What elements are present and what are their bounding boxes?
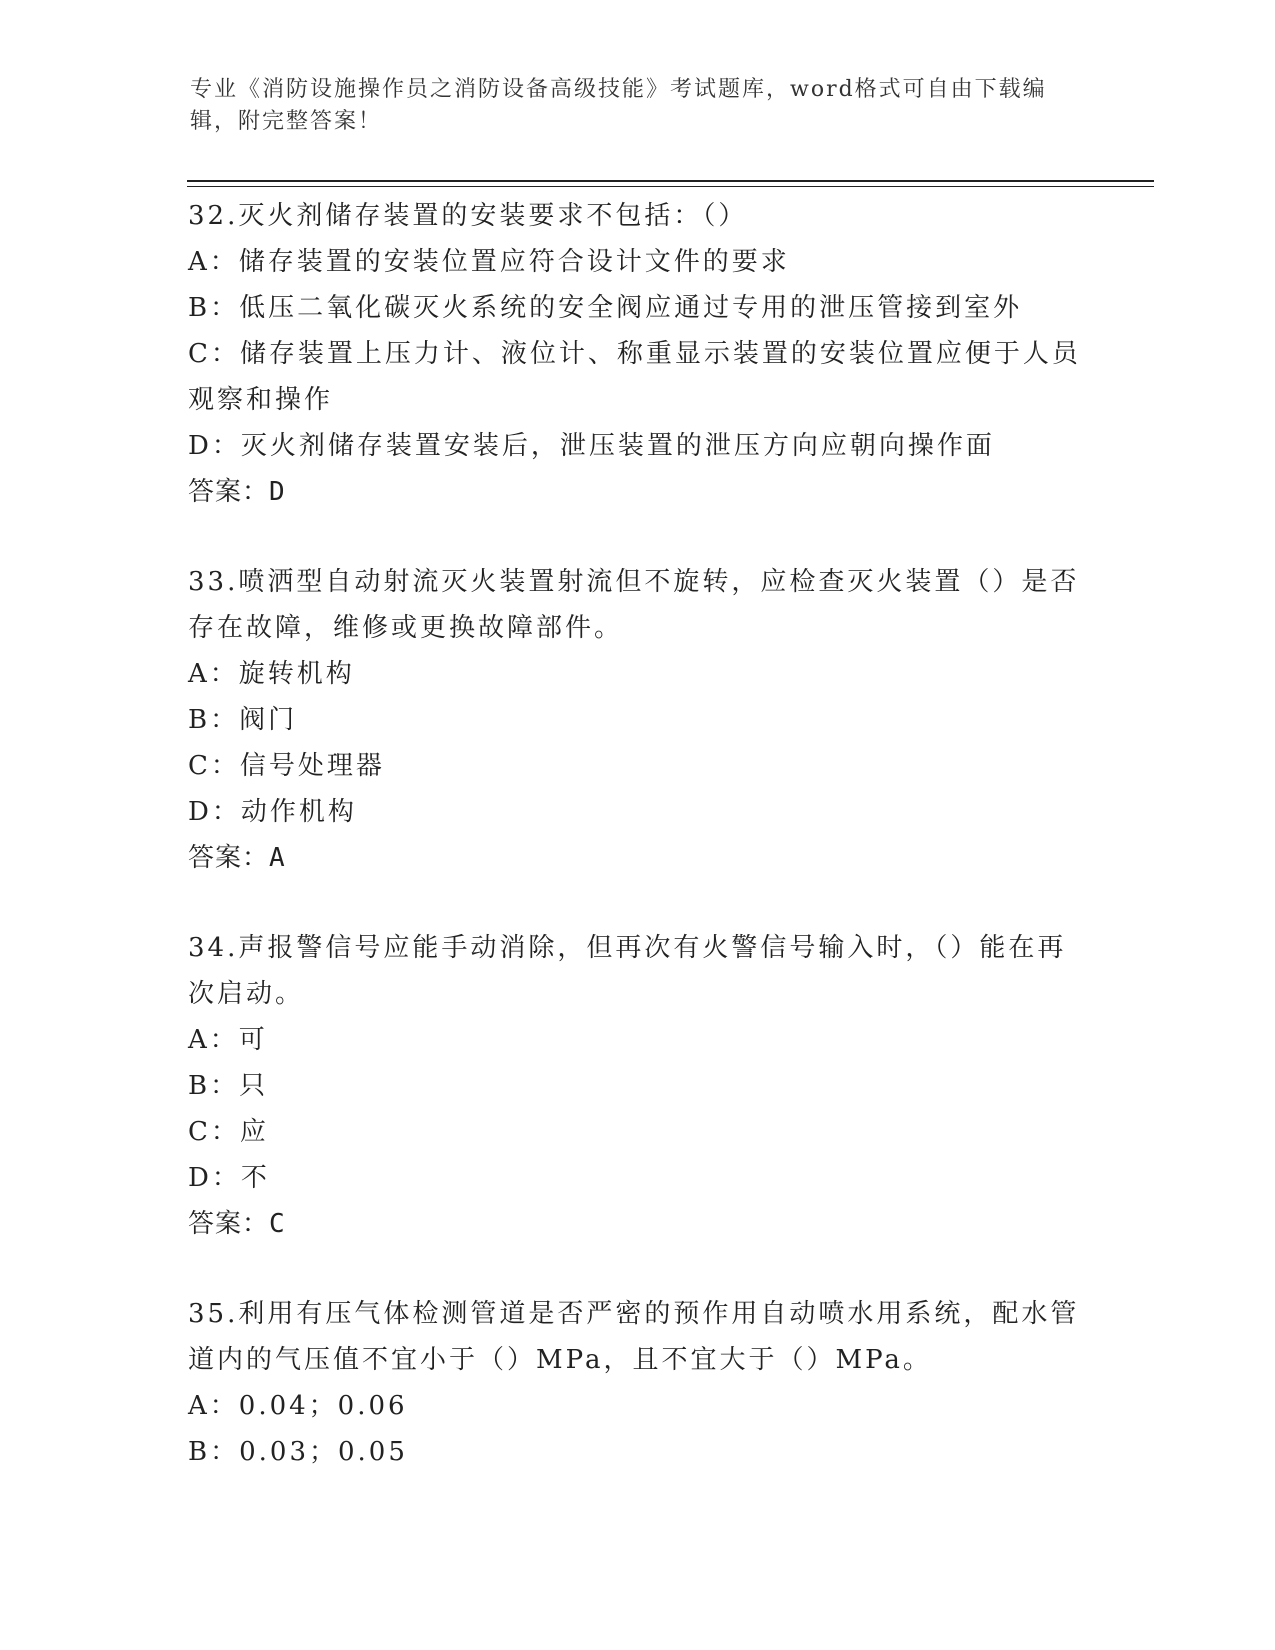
question-33	[188, 559, 1088, 881]
option-a: A：0.04；0.06	[188, 1391, 408, 1421]
question-34	[188, 925, 1088, 1247]
question-35	[188, 1291, 1088, 1475]
question-stem: 33.喷洒型自动射流灭火装置射流但不旋转，应检查灭火装置（）是否存在故障，维修或更换故障部件。	[188, 567, 1080, 643]
option-c: C：信号处理器	[188, 751, 385, 781]
answer: 答案：A	[188, 843, 286, 873]
option-c: C：应	[188, 1117, 269, 1147]
option-c: C：储存装置上压力计、液位计、称重显示装置的安装位置应便于人员观察和操作	[188, 339, 1081, 415]
question-list	[188, 193, 1088, 1519]
option-a: A：储存装置的安装位置应符合设计文件的要求	[188, 247, 790, 277]
answer: 答案：D	[188, 477, 286, 507]
header-divider-thin	[187, 186, 1154, 187]
option-d: D：不	[188, 1163, 270, 1193]
option-b: B：低压二氧化碳灭火系统的安全阀应通过专用的泄压管接到室外	[188, 293, 1023, 323]
option-d: D：动作机构	[188, 797, 357, 827]
question-stem: 32.灭火剂储存装置的安装要求不包括：（）	[188, 201, 748, 231]
answer: 答案：C	[188, 1209, 286, 1239]
option-b: B：0.03；0.05	[188, 1437, 408, 1467]
question-32	[188, 193, 1088, 515]
question-stem: 34.声报警信号应能手动消除，但再次有火警信号输入时，（）能在再次启动。	[188, 933, 1067, 1009]
option-b: B：阀门	[188, 705, 298, 735]
header-divider-thick	[187, 180, 1154, 182]
question-stem: 35.利用有压气体检测管道是否严密的预作用自动喷水用系统，配水管道内的气压值不宜小于（）MPa，且不宜大于（）MPa。	[188, 1299, 1080, 1375]
document-header: 专业《消防设施操作员之消防设备高级技能》考试题库，word格式可自由下载编辑，附完整答案！	[190, 77, 1047, 134]
option-a: A：可	[188, 1025, 268, 1055]
option-a: A：旋转机构	[188, 659, 355, 689]
option-b: B：只	[188, 1071, 269, 1101]
option-d: D：灭火剂储存装置安装后，泄压装置的泄压方向应朝向操作面	[188, 431, 995, 461]
